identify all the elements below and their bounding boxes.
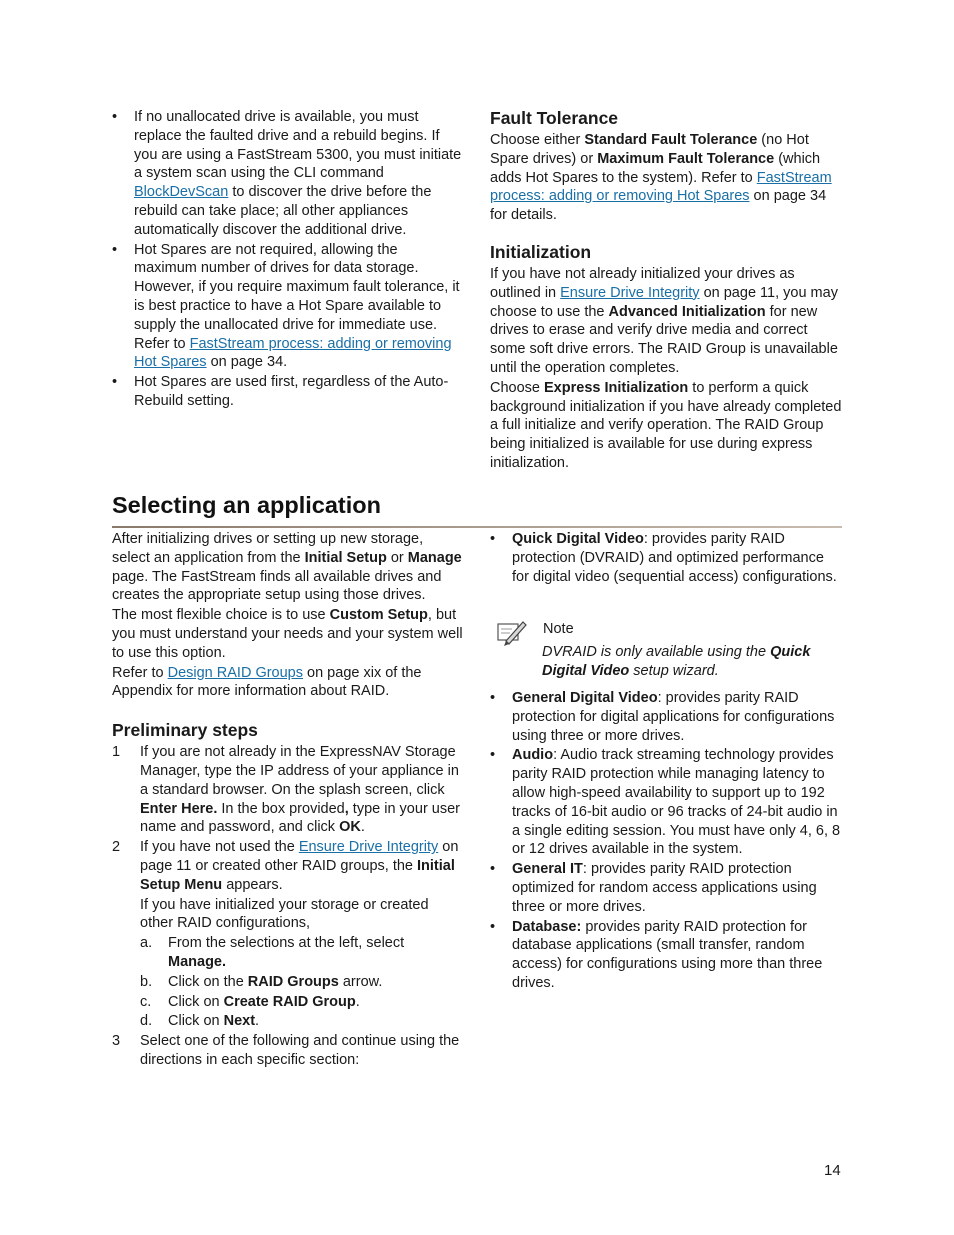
faststream-hot-spares-link[interactable]: FastStream process: adding or removing Hot Spares	[490, 169, 832, 205]
list-item-audio: • Audio: Audio track streaming technology provides parity RAID protection while managing latency to allow high-speed availability to support up to 192 tracks of 16-bit audio or 96 tracks of 24-bit audio in a single editing session. You must have only 4, 6, 8 or 12 drives available in the system.	[490, 746, 842, 859]
list-item-quick-digital-video: • Quick Digital Video: provides parity RAID protection (DVRAID) and optimized performance for digital video (sequential access) configurations.	[490, 530, 842, 586]
note-pencil-icon	[496, 619, 528, 647]
bottom-left-column	[112, 530, 464, 1071]
blockdevscan-link[interactable]: BlockDevScan	[134, 184, 229, 201]
note-text: DVRAID is only available using the Quick Digital Video setup wizard.	[542, 644, 811, 679]
list-item: • Hot Spares are used first, regardless of the Auto-Rebuild setting.	[112, 373, 464, 411]
intro-paragraph-2: The most flexible choice is to use Custom Setup, but you must understand your needs and your system well to use this option.	[112, 607, 463, 661]
ensure-drive-integrity-link[interactable]: Ensure Drive Integrity	[560, 284, 700, 301]
list-item: • If no unallocated drive is available, you must replace the faulted drive and a rebuild begins. If you are using a FastStream 5300, you must initiate a system scan using the CLI command BlockDevScan to discover the drive before the rebuild can take place; all other appliances automatically discover the additional drive.	[112, 108, 464, 240]
list-item: • Hot Spares are not required, allowing the maximum number of drives for data storage. However, if you require maximum fault tolerance, it is best practice to have a Hot Spare available to supply the unallocated drive for immediate use. Refer to FastStream process: adding or removing Hot Spares on page 34.	[112, 241, 464, 373]
section-divider	[112, 526, 842, 528]
intro-paragraph-1: After initializing drives or setting up new storage, select an application from the Initial Setup or Manage page. The FastStream finds all available drives and creates the appropriate setup using those drives.	[112, 531, 462, 604]
application-list-top	[490, 530, 842, 587]
list-item-general-digital-video: • General Digital Video: provides parity RAID protection for digital applications for configurations using three or more drives.	[490, 689, 842, 745]
fault-tolerance-paragraph: Choose either Standard Fault Tolerance (no Hot Spare drives) or Maximum Fault Tolerance (which adds Hot Spares to the system). Refer to FastStream process: adding or removing Hot Spares on page 34 for details.	[490, 132, 832, 224]
application-list-bottom	[490, 689, 842, 994]
page-number: 14	[824, 1162, 841, 1179]
substep-b: b. Click on the RAID Groups arrow.	[140, 973, 383, 990]
top-right-column	[490, 107, 842, 474]
initialization-paragraph-2: Choose Express Initialization to perform a quick background initialization if you have already completed a full initialize and verify operation. The RAID Group being initialized is available for use during express initialization.	[490, 379, 842, 471]
step-2-subtext: If you have initialized your storage or created other RAID configurations,	[140, 896, 429, 932]
list-item-database: • Database: provides parity RAID protection for database applications (small transfer, random access) for configurations using more than three drives.	[490, 918, 842, 993]
step-2: 2 If you have not used the Ensure Drive Integrity on page 11 or created other RAID groups, the Initial Setup Menu appears.	[112, 839, 459, 893]
preliminary-steps-heading: Preliminary steps	[112, 720, 258, 741]
initialization-heading: Initialization	[490, 241, 592, 262]
substep-d: d. Click on Next.	[140, 1013, 260, 1030]
note-label: Note	[543, 621, 574, 637]
intro-paragraph-3: Refer to Design RAID Groups on page xix of the Appendix for more information about RAID.	[112, 664, 422, 700]
ensure-drive-integrity-link-2[interactable]: Ensure Drive Integrity	[298, 839, 439, 856]
section-title: Selecting an application	[112, 492, 381, 518]
list-item-general-it: • General IT: provides parity RAID protection optimized for random access applications using three or more drives.	[490, 860, 842, 916]
substep-a: a. From the selections at the left, select Manage.	[140, 935, 405, 970]
fault-tolerance-heading: Fault Tolerance	[490, 108, 619, 128]
substep-c: c. Click on Create RAID Group.	[140, 993, 360, 1010]
design-raid-groups-link[interactable]: Design RAID Groups	[167, 664, 303, 681]
initialization-paragraph-1: If you have not already initialized your drives as outlined in Ensure Drive Integrity on page 11, you may choose to use the Advanced Initialization for new drives to erase and verify drive media and correct some soft drive errors. The RAID Group is unavailable until the operation completes.	[490, 265, 838, 376]
step-1: 1 If you are not already in the ExpressNAV Storage Manager, type the IP address of your appliance in a standard browser. On the splash screen, click Enter Here. In the box provided, type in your user name and password, and click OK.	[112, 744, 461, 836]
hot-spares-link[interactable]: FastStream process: adding or removing Hot Spares	[134, 335, 452, 371]
top-left-bullets	[112, 108, 464, 412]
step-3: 3 Select one of the following and continue using the directions in each specific section:	[112, 1033, 460, 1068]
